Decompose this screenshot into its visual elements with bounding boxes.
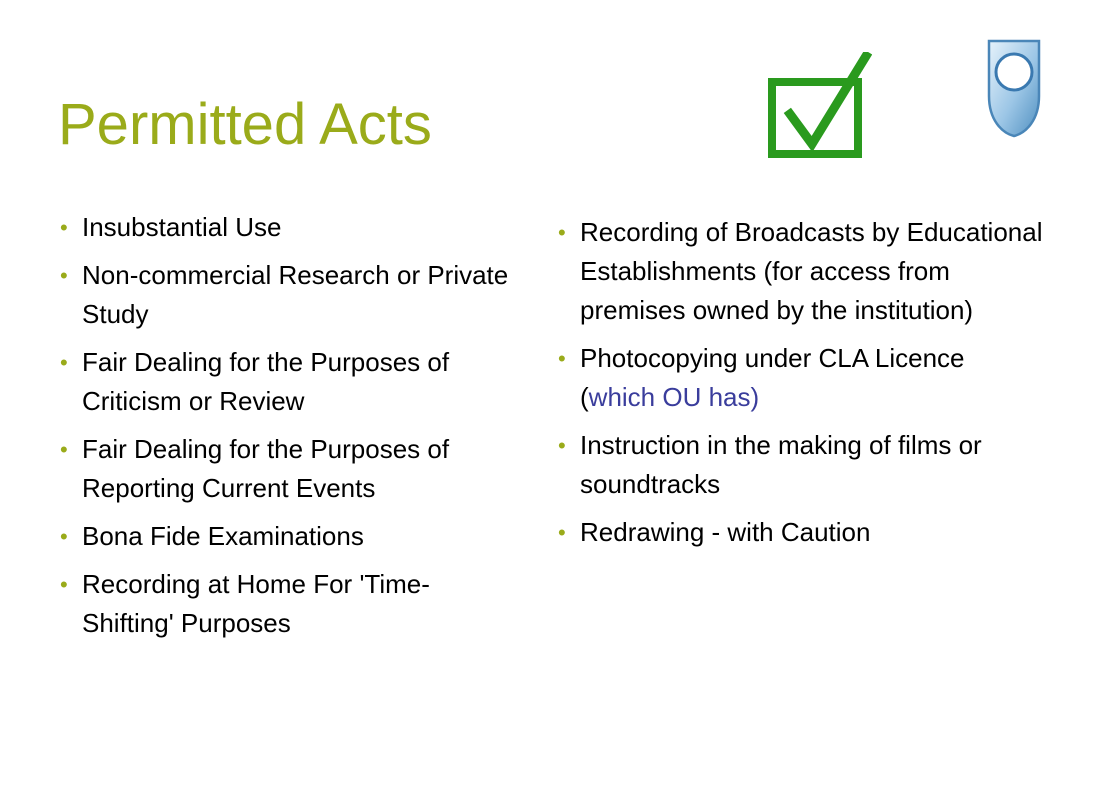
list-item-text: Instruction in the making of films or soundtracks bbox=[580, 430, 982, 499]
right-bullet-list bbox=[556, 213, 1046, 561]
list-item: • Insubstantial Use bbox=[58, 208, 518, 247]
list-item-highlight: which OU has) bbox=[588, 382, 760, 412]
list-item: • Fair Dealing for the Purposes of Criticism or Review bbox=[58, 343, 518, 421]
list-item: • Recording at Home For 'Time-Shifting' Purposes bbox=[58, 565, 518, 643]
open-university-shield-logo bbox=[986, 38, 1042, 138]
list-item bbox=[556, 339, 1046, 417]
list-item-text: Recording of Broadcasts by Educational Establishments (for access from premises owned by the institution) bbox=[580, 217, 1043, 325]
checkbox-checked-icon bbox=[768, 52, 872, 160]
slide-title: Permitted Acts bbox=[58, 92, 432, 157]
list-item-text: Photocopying under CLA Licence ( bbox=[580, 343, 965, 412]
left-bullet-list bbox=[58, 208, 518, 652]
list-item: • Non-commercial Research or Private Study bbox=[58, 256, 518, 334]
list-item bbox=[556, 426, 1046, 504]
list-item bbox=[556, 213, 1046, 330]
list-item: • Bona Fide Examinations bbox=[58, 517, 518, 556]
list-item-text: Redrawing - with Caution bbox=[580, 517, 871, 547]
list-item: • Fair Dealing for the Purposes of Reporting Current Events bbox=[58, 430, 518, 508]
list-item bbox=[556, 513, 1046, 552]
